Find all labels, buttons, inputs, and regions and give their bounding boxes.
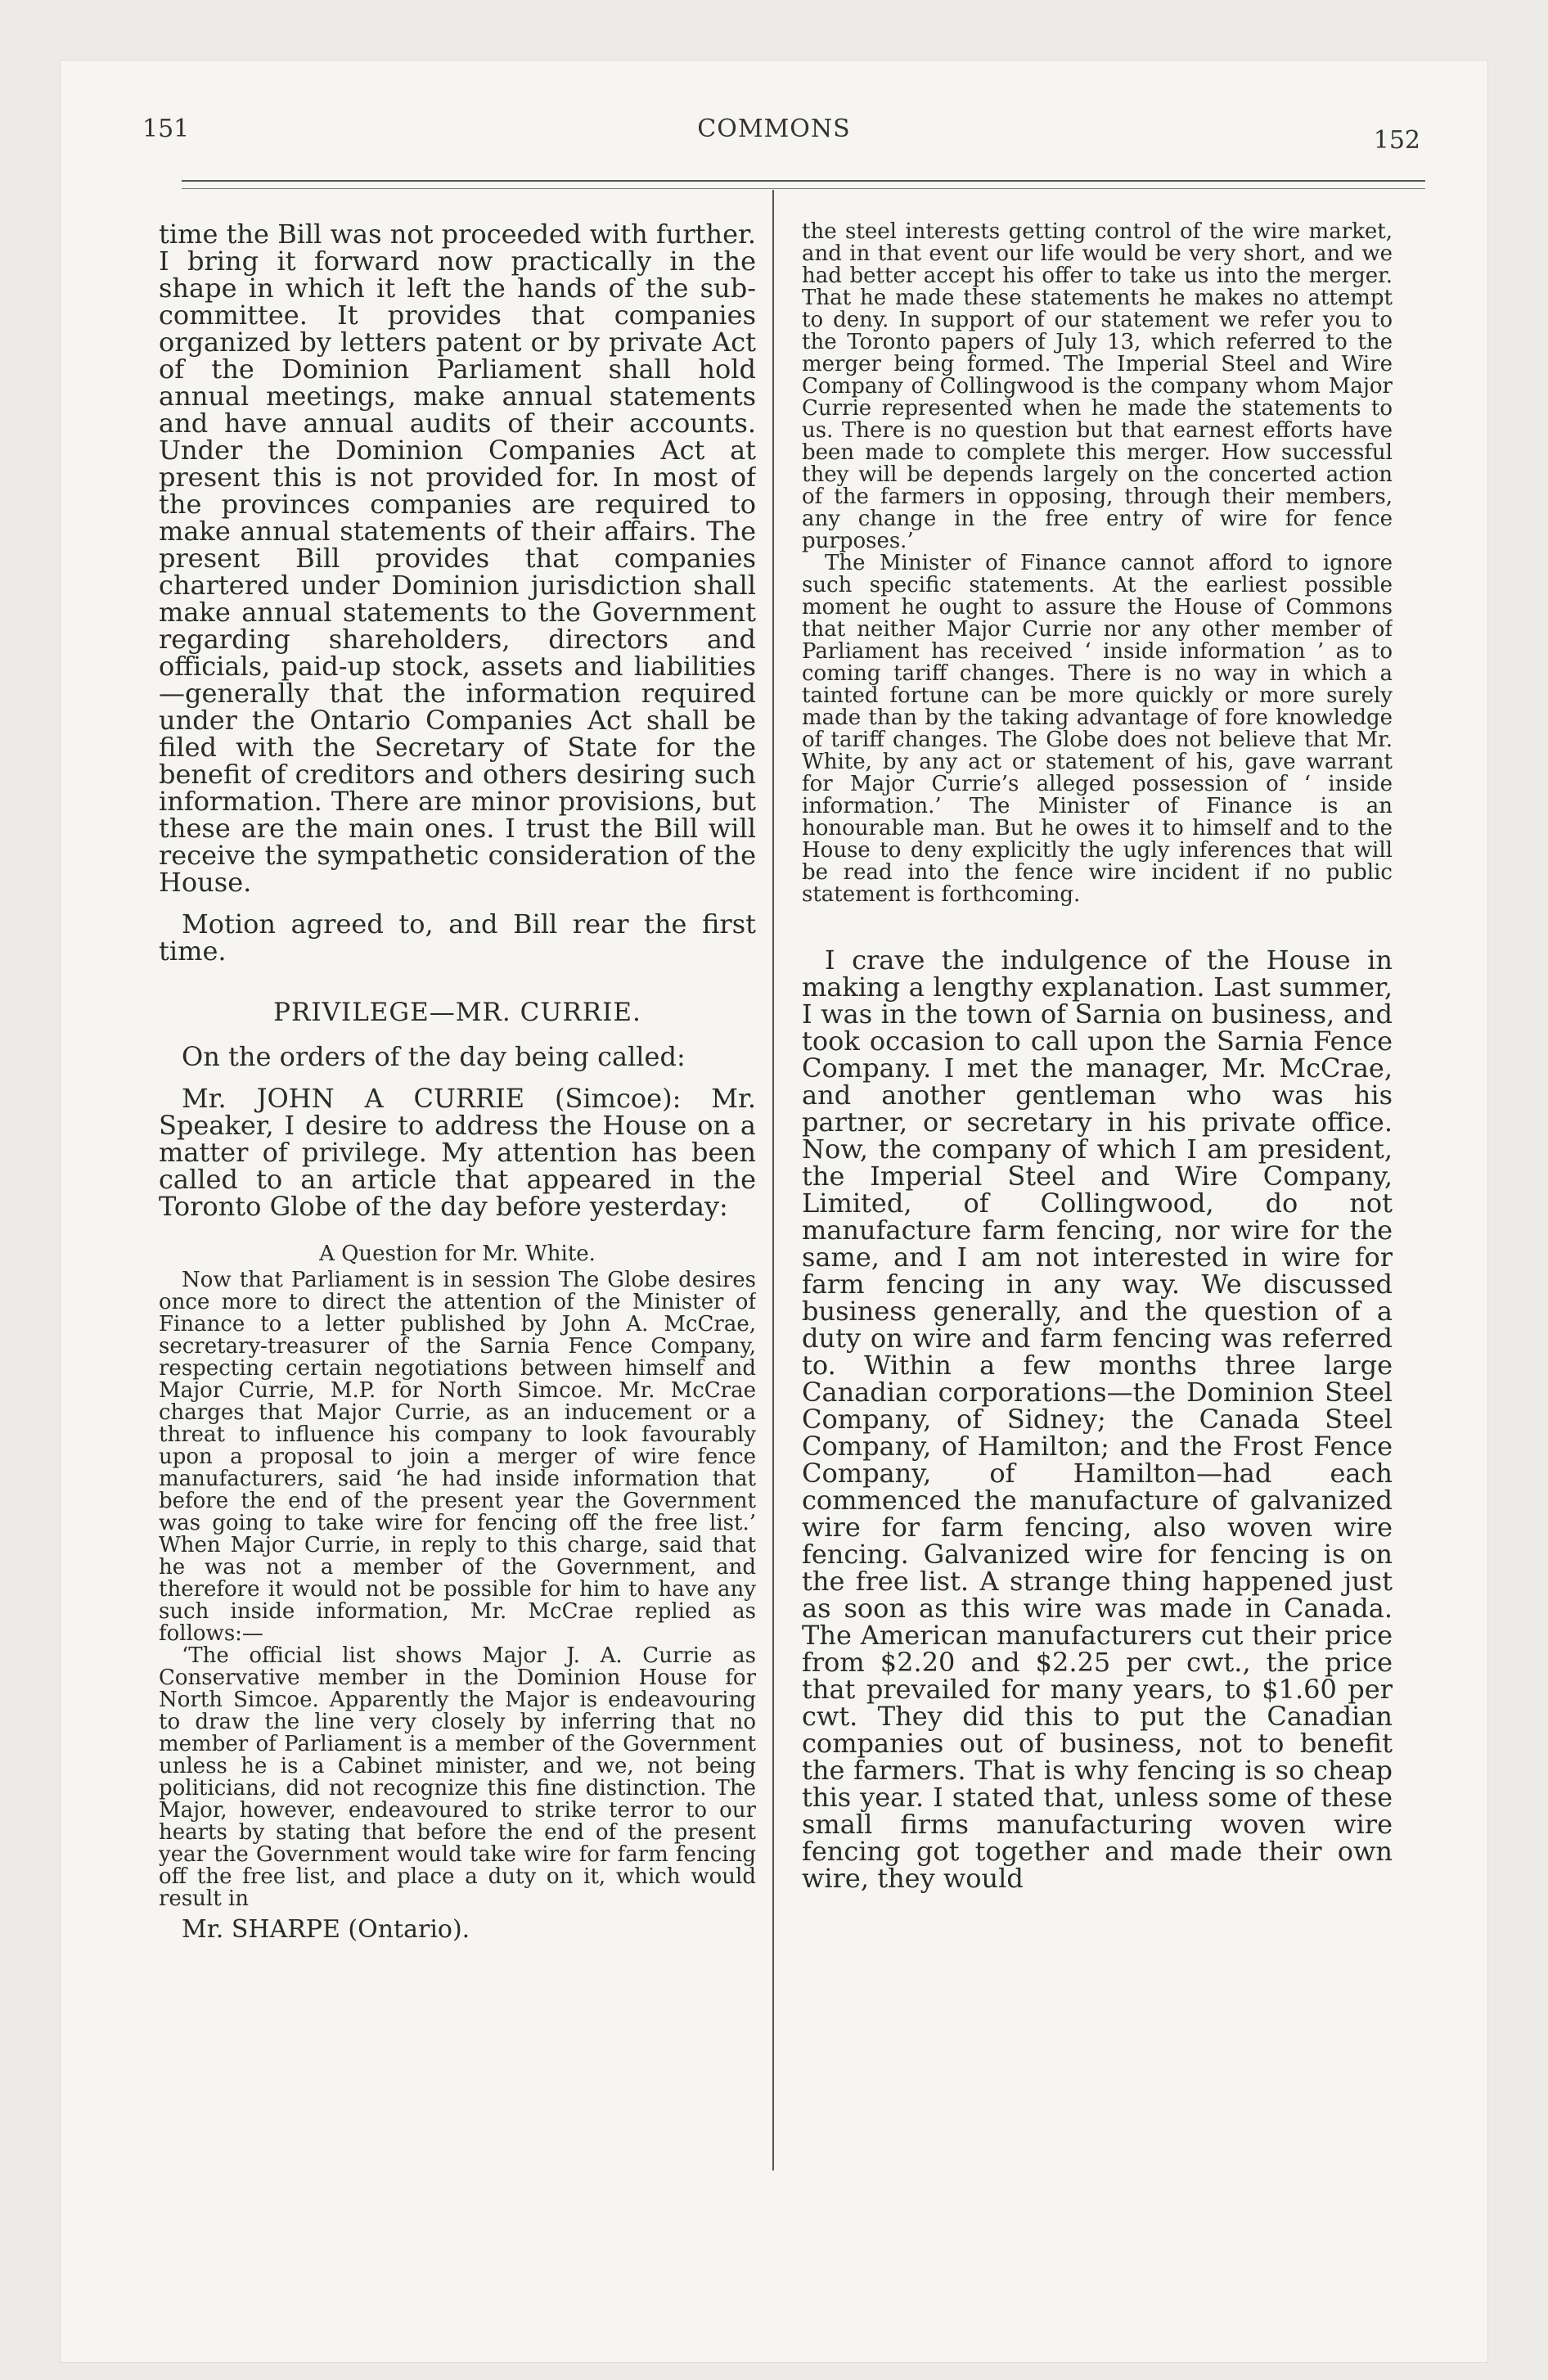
paragraph: Mr. JOHN A CURRIE (Simcoe): Mr. Speaker, I desire to address the House on a matter of privilege. My attention has been called to an article that appeared in the Toronto Globe of the day before yesterday: [159,1083,756,1222]
paragraph: time the Bill was not proceeded with further. I bring it forward now practically in the shape in which it left the hands of the sub-committee. It provides that companies organized by letters patent or by private Act of the Dominion Parliament shall hold annual meetings, make annual statements and have annual audits of their accounts. Under the Dominion Companies Act at present this is not provided for. In most of the provinces companies are required to make annual statements of their affairs. The present Bill provides that companies chartered under Dominion jurisdiction shall make annual statements to the Government regarding shareholders, directors and officials, paid-up stock, assets and liabilities—generally that the information required under the Ontario Companies Act shall be filed with the Secretary of State for the benefit of creditors and others desiring such information. There are minor provisions, but these are the main ones. I trust the Bill will receive the sympathetic consideration of the House. [159,221,756,898]
header-rule [182,180,1425,182]
quoted-article: Now that Parliament is in session The Globe desires once more to direct the attention of the Minister of Finance to a letter published by John A. McCrae, secretary-treasurer of the Sarnia Fence Company, respecting certain negotiations between himself and Major Currie, M.P. for North Simcoe. Mr. McCrae charges that Major Currie, as an inducement or a threat to influence his company to look favourably upon a proposal to join a merger of wire fence manufacturers, said ‘he had inside information that before the end of the present year the Government was going to take wire for fencing off the free list.’ When Major Currie, in reply to this charge, said that he was not a member of the Government, and therefore it would not be possible for him to have any such inside information, Mr. McCrae replied as follows:— [159,1268,756,1646]
paragraph: I crave the indulgence of the House in making a lengthy explanation. Last summer, I was in the town of Sarnia on business, and took occasion to call upon the Sarnia Fence Company. I met the manager, Mr. McCrae, and another gentleman who was his partner, or secretary in his private office. Now, the company of which I am president, the Imperial Steel and Wire Company, Limited, of Collingwood, do not manufacture farm fencing, nor wire for the same, and I am not interested in wire for farm fencing in any way. We discussed business generally, and the question of a duty on wire and farm fencing was referred to. Within a few months three large Canadian corporations—the Dominion Steel Company, of Sidney; the Canada Steel Company, of Hamilton; and the Frost Fence Company, of Hamilton—had each commenced the manufacture of galvanized wire for farm fencing, also woven wire fencing. Galvanized wire for fencing is on the free list. A strange thing happened just as soon as this wire was made in Canada. The American manufacturers cut their price from $2.20 and $2.25 per cwt., the price that prevailed for many years, to $1.60 per cwt. They did this to put the Canadian companies out of business, not to benefit the farmers. That is why fencing is so cheap this year. I stated that, unless some of these small firms manufacturing woven wire fencing got together and made their own wire, they would [802,944,1393,1894]
page-number-right: 152 [1373,126,1420,155]
page-number-left: 151 [142,115,190,143]
quote-title: A Question for Mr. White. [319,1242,596,1266]
quoted-article: the steel interests getting control of the wire market, and in that event our life would be very short, and we had better accept his offer to take us into the merger. That he made these statements he makes no attempt to deny. In support of our statement we refer you to the Toronto papers of July 13, which referred to the merger being formed. The Imperial Steel and Wire Company of Collingwood is the company whom Major Currie represented when he made the statements to us. There is no question but that earnest efforts have been made to complete this merger. How successful they will be depends largely on the concerted action of the farmers in opposing, through their members, any change in the free entry of wire for fence purposes.’ [802,221,1393,553]
left-column [159,221,756,2333]
quoted-article: ‘The official list shows Major J. A. Currie as Conservative member in the Dominion House for North Simcoe. Apparently the Major is endeavouring to draw the line very closely by inferring that no member of Parliament is a member of the Government unless he is a Cabinet minister, and we, not being politicians, did not recognize this fine distinction. The Major, however, endeavoured to strike terror to our hearts by stating that before the end of the present year the Government would take wire for farm fencing off the free list, and place a duty on it, which would result in [159,1643,756,1911]
speaker-line: Mr. SHARPE (Ontario). [182,1915,470,1944]
page-header [61,110,1487,159]
column-divider [772,190,774,2170]
document-page [61,61,1487,2362]
paragraph: Motion agreed to, and Bill rear the first time. [159,908,756,967]
quoted-article: The Minister of Finance cannot afford to ignore such specific statements. At the earliest possible moment he ought to assure the House of Commons that neither Major Currie nor any other member of Parliament has received ‘ inside information ’ as to coming tariff changes. There is no way in which a tainted fortune can be more quickly or more surely made than by the taking advantage of fore knowledge of tariff changes. The Globe does not believe that Mr. White, by any act or statement of his, gave warrant for Major Currie’s alleged possession of ‘ inside information.’ The Minister of Finance is an honourable man. But he owes it to himself and to the House to deny explicitly the ugly inferences that will be read into the fence wire incident if no public statement is forthcoming. [802,551,1393,907]
section-heading: PRIVILEGE—MR. CURRIE. [273,998,641,1027]
paragraph: On the orders of the day being called: [182,1041,686,1072]
running-title: COMMONS [697,115,851,143]
header-rule-thin [182,188,1425,189]
right-column [802,221,1393,2333]
